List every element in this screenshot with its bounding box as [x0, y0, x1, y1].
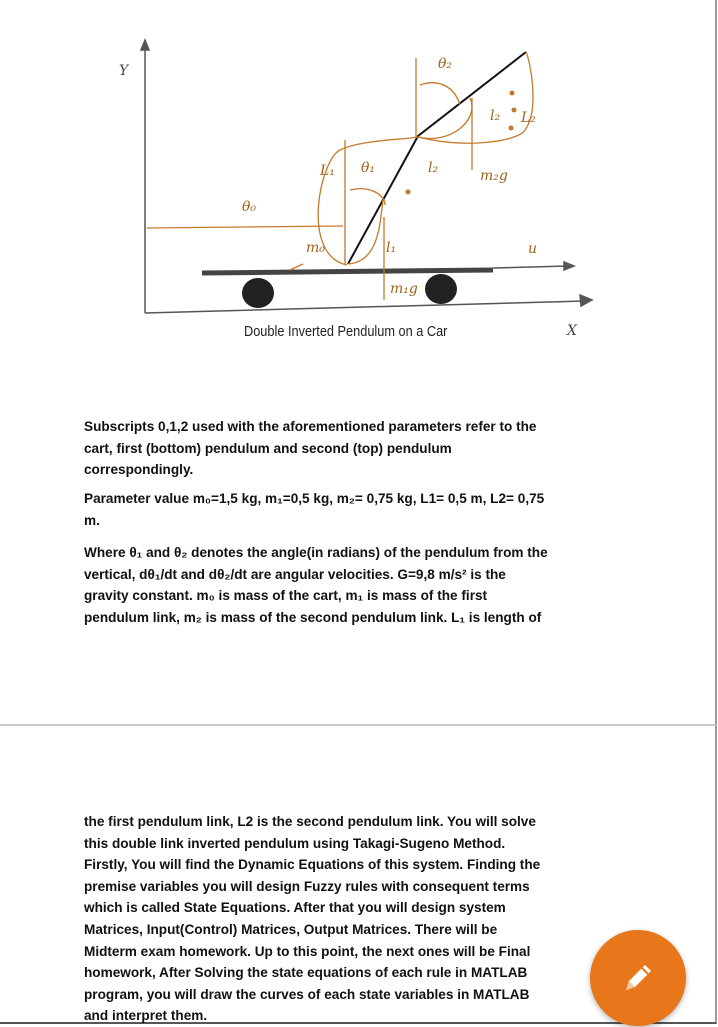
l1-label: l₁ — [386, 240, 397, 256]
text-line: and interpret them. — [84, 1008, 208, 1024]
pendulum-links — [348, 52, 526, 264]
L2-label: L₂ — [521, 110, 536, 126]
l2-side-label: l₂ — [490, 108, 501, 124]
m2g-label: m₂g — [480, 168, 508, 184]
text-line: Firstly, You will find the Dynamic Equations of this system. Finding the — [84, 857, 541, 873]
y-axis-arrow — [141, 40, 149, 50]
u-arrow — [493, 266, 568, 268]
text-line: pendulum link, m₂ is mass of the second pendulum link. L₁ is length of — [84, 609, 542, 625]
text-line: program, you will draw the curves of each state variables in MATLAB — [84, 986, 530, 1002]
m0-label: m₀ — [306, 240, 325, 256]
text-line: m. — [84, 512, 100, 528]
page-divider — [0, 724, 716, 726]
wheel-right — [425, 274, 457, 304]
theta2-label: θ₂ — [438, 56, 453, 72]
text-line: which is called State Equations. After that you will design system — [84, 900, 506, 916]
wheel-left — [242, 278, 274, 308]
text-line: Matrices, Input(Control) Matrices, Output Matrices. There will be — [84, 921, 498, 937]
text-line: homework, After Solving the state equations of each rule in MATLAB — [84, 965, 528, 981]
paragraph-subscripts — [84, 416, 537, 481]
l2-label: l₂ — [428, 160, 439, 176]
paragraph-parameters — [84, 488, 544, 531]
u-label: u — [528, 241, 538, 257]
text-line: Where θ₁ and θ₂ denotes the angle(in radians) of the pendulum from the — [84, 545, 548, 560]
text-line: Subscripts 0,1,2 used with the aforementioned parameters refer to the — [84, 419, 537, 434]
text-line: vertical, dθ₁/dt and dθ₂/dt are angular velocities. G=9,8 m/s² is the — [84, 566, 506, 582]
edit-button[interactable] — [590, 930, 686, 1026]
x-axis-label: X — [567, 323, 577, 339]
m1g-label: m₁g — [390, 281, 418, 297]
text-line: this double link inverted pendulum using Takagi-Sugeno Method. — [84, 835, 506, 851]
text-line: Midterm exam homework. Up to this point, the next ones will be Final — [84, 943, 531, 959]
text-line: correspondingly. — [84, 462, 194, 478]
diagram-caption: Double Inverted Pendulum on a Car — [244, 323, 448, 340]
text-line: gravity constant. m₀ is mass of the cart, m₁ is mass of the first — [84, 588, 488, 604]
L1-label: L₁ — [320, 163, 335, 179]
cart-bar — [202, 270, 493, 273]
annotations — [147, 52, 533, 300]
paragraph-task — [84, 811, 540, 1027]
text-line: cart, first (bottom) pendulum and second (top) pendulum — [84, 440, 452, 456]
theta1-label: θ₁ — [361, 160, 376, 176]
text-line: Parameter value m₀=1,5 kg, m₁=0,5 kg, m₂= 0,75 kg, L1= 0,5 m, L2= 0,75 — [84, 491, 545, 506]
x-axis-arrow — [580, 295, 592, 306]
x-axis — [145, 301, 585, 313]
text-line: the first pendulum link, L2 is the second pendulum link. You will solve — [84, 814, 536, 829]
pencil-icon — [618, 958, 658, 998]
paragraph-definitions — [84, 542, 548, 628]
text-line: premise variables you will design Fuzzy rules with consequent terms — [84, 878, 530, 894]
theta0-label: θ₀ — [242, 199, 257, 215]
y-axis-label: Y — [119, 63, 129, 79]
